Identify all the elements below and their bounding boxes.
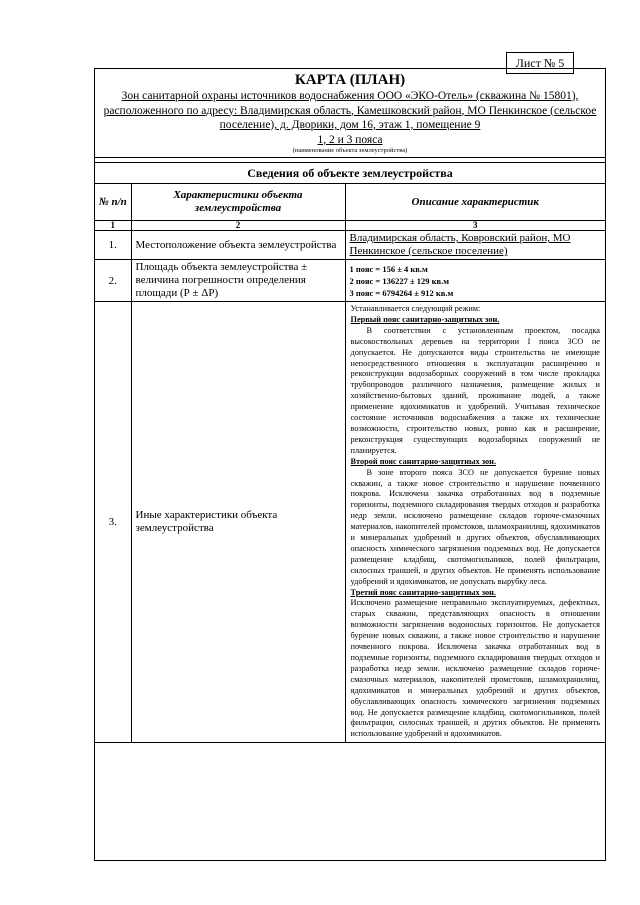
index-cell: 1 (95, 221, 131, 231)
document-frame (94, 68, 606, 861)
header-characteristic: Характеристики объекта землеустройства (131, 184, 345, 221)
index-cell: 2 (131, 221, 345, 231)
zones-label: 1, 2 и 3 пояса (317, 133, 383, 146)
section-title: Сведения об объекте землеустройства (95, 163, 605, 184)
zone-1-heading: Первый пояс санитарно-защитных зон. (350, 314, 500, 324)
row-characteristic: Местоположение объекта землеустройства (131, 231, 345, 260)
characteristics-table (95, 184, 605, 743)
object-name-caption: (наименование объекта землеустройства) (292, 147, 408, 154)
zone-3-heading: Третий пояс санитарно-защитных зон. (350, 587, 496, 597)
area-zone-2: 2 пояс = 136227 ± 129 кв.м (349, 275, 450, 286)
table-header-row (95, 184, 605, 221)
row-characteristic: Иные характеристики объекта землеустройства (131, 302, 345, 743)
table-row (95, 302, 605, 743)
area-zone-3: 3 пояс = 6794264 ± 912 кв.м (349, 287, 454, 298)
table-index-row (95, 221, 605, 231)
regime-description (345, 302, 605, 743)
zone-2-text: В зоне второго пояса ЗСО не допускается бурение новых скважин, а также новое строительство и нарушение почвенного покрова. Исключена закачка отработанных вод в подземные горизонты, подземного складирования твердых отходов и разработка недр земли. исключено размещение складов горюче-смазочных материалов, накопителей промстоков, шламохранилищ, ядохимикатов и минеральных удобрений и других объектов, обуславливающих опасность химического загрязнения подземных вод. Не допускается размещение кладбищ, скотомогильников, полей фильтрации, силосных траншей, и других объектов. Не применять использование удобрений и ядохимикатов, не допускать вырубку леса. (350, 467, 600, 586)
row-number: 1. (95, 231, 131, 260)
document-title: КАРТА (ПЛАН) (294, 72, 406, 88)
header-description: Описание характеристик (345, 184, 605, 221)
table-row (95, 260, 605, 302)
sheet-number: Лист № 5 (506, 52, 574, 74)
row-description: Владимирская область, Ковровский район, МО Пенкинское (сельское поселение) (345, 231, 605, 260)
area-list (345, 260, 605, 302)
regime-intro: Устанавливается следующий режим: (350, 304, 481, 313)
zone-3-text: Исключено размещение неправильно эксплуатируемых, дефектных, старых скважин, представляющих опасность в отношении возможности загрязнения водоносных горизонтов. Не допускается бурение новых скважин, а также новое строительство и нарушение почвенного покрова. Исключена закачка отработанных вод в подземные горизонты, подземного складирования твердых отходов и разработка недр земли. исключено размещение складов горюче-смазочных материалов, накопителей промстоков, шламохранилищ, ядохимикатов и минеральных удобрений и других объектов, обуславливающих опасность химического загрязнения подземных вод. Не допускается размещение кладбищ, скотомогильников, полей фильтрации, силосных траншей, и других объектов. Не применять использование удобрений и ядохимикатов. (350, 598, 600, 739)
row-number: 3. (95, 302, 131, 743)
zone-1-text: В соответствии с установленным проектом, посадка высокоствольных деревьев на территории I пояса ЗСО не допускается. Не допускаются виды строительства не имеющие непосредственного отношения к эксплуатации расширению и реконструкции водозаборных сооружений в том числе прокладка трубопроводов различного назначения, размещение жилых и хозяйственно-бытовых зданий, проживание людей, а также применение ядохимикатов и удобрений. Учитывая техническое состояние источников водоснабжения а также их технические возможности, строительство новых, ровно как и расширение, реконструкция существующих водозаборных сооружений не планируется. (350, 325, 600, 455)
title-block (95, 69, 605, 157)
object-description: Зон санитарной охраны источников водоснабжения ООО «ЭКО-Отель» (скважина № 15801), расположенного по адресу: Владимирская область, Камешковский район, МО Пенкинское (сельское поселение), д. Дворики, дом 16, этаж 1, помещение 9 (103, 90, 597, 131)
table-row (95, 231, 605, 260)
row-characteristic: Площадь объекта землеустройства ± величина погрешности определения площади (Р ± ΔР) (131, 260, 345, 302)
index-cell: 3 (345, 221, 605, 231)
header-num: № п/п (95, 184, 131, 221)
row-number: 2. (95, 260, 131, 302)
area-zone-1: 1 пояс = 156 ± 4 кв.м (349, 263, 428, 274)
zone-2-heading: Второй пояс санитарно-защитных зон. (350, 456, 497, 466)
